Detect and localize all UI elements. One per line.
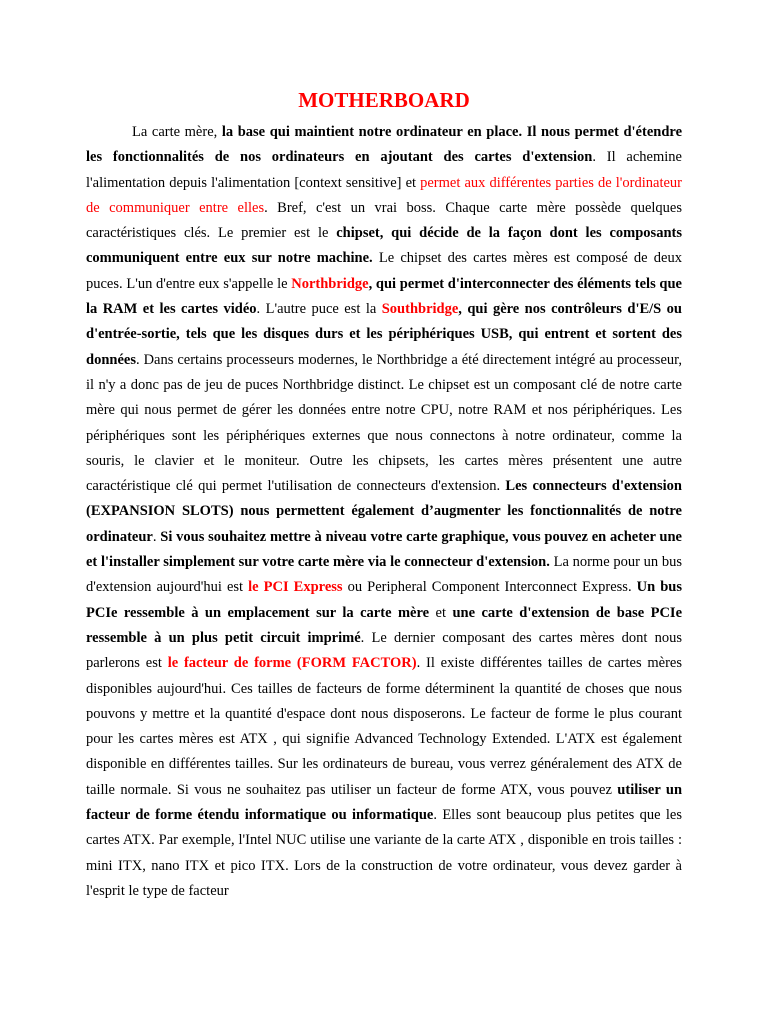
text-run: . Il achemine l'alimentation depuis l'alimentation [context sensitive] et <box>86 149 682 191</box>
text-run: , qui permet d'interconnecter des éléments tels que la RAM et les cartes vidéo <box>86 275 682 318</box>
text-run: . Elles sont beaucoup plus petites que les cartes ATX. Par exemple, l'Intel NUC utilise une variante de la carte ATX , disponible en trois tailles : mini ITX, nano ITX et pico ITX. Lors de la construction de votre ordinateur, vous devez garder à l'esprit le type de facteur <box>86 807 682 899</box>
text-run: la base qui maintient notre ordinateur en place. Il nous permet d'étendre les fonctionnalités de nos ordinateurs en ajoutant des cartes d'extension <box>86 124 682 166</box>
text-run: . L'autre puce est la <box>256 301 382 318</box>
text-run: Un bus PCIe ressemble à un emplacement sur la carte mère <box>86 579 682 621</box>
text-run: Northbridge <box>291 275 369 292</box>
text-run: La norme pour un bus d'extension aujourd'hui est <box>86 554 683 596</box>
text-run: , qui gère nos contrôleurs d'E/S ou d'entrée-sortie, tels que les disques durs et les périphériques USB, qui entrent et sortent des données <box>86 301 682 368</box>
text-run: Si vous souhaitez mettre à niveau votre carte graphique, vous pouvez en acheter une et l'installer simplement sur votre carte mère via le connecteur d'extension. <box>86 528 682 571</box>
text-run: . Le dernier composant des cartes mères dont nous parlerons est <box>86 629 682 672</box>
text-run: le facteur de forme (FORM FACTOR) <box>167 655 417 672</box>
text-run: utiliser un facteur de forme étendu informatique ou informatique <box>86 781 683 824</box>
text-run: le PCI Express <box>248 579 343 596</box>
text-run: permet aux différentes parties de l'ordinateur de communiquer entre elles <box>86 174 682 216</box>
body-paragraph <box>86 120 682 904</box>
text-run: Le chipset des cartes mères est composé de deux puces. L'un d'entre eux s'appelle le <box>86 250 682 292</box>
text-run: une carte d'extension de base PCIe ressemble à un plus petit circuit imprimé <box>86 604 683 646</box>
text-run: . Dans certains processeurs modernes, le Northbridge a été directement intégré au processeur, il n'y a donc pas de jeu de puces Northbridge distinct. Le chipset est un composant clé de notre carte mère qui nous permet de gérer les données entre notre CPU, notre RAM et nos périphériques. Les périphériques sont les périphériques externes que nous connectons à notre ordinateur, comme la souris, le clavier et le moniteur. Outre les chipsets, les cartes mères présentent une autre caractéristique clé qui permet l'utilisation de connecteurs d'extension. <box>86 351 682 495</box>
text-run: . <box>152 528 161 545</box>
text-run: Southbridge <box>381 301 459 318</box>
text-run: La carte mère, <box>132 124 222 140</box>
text-run: chipset, qui décide de la façon dont les composants communiquent entre eux sur notre machine. <box>86 225 682 267</box>
text-run: . Bref, c'est un vrai boss. Chaque carte mère possède quelques caractéristiques clés. Le premier est le <box>86 199 682 242</box>
text-run: Les connecteurs d'extension (EXPANSION SLOTS) nous permettent également d’augmenter les fonctionnalités de notre ordinateur <box>86 478 682 545</box>
text-run: ou Peripheral Component Interconnect Express. <box>342 579 637 596</box>
text-run: . Il existe différentes tailles de cartes mères disponibles aujourd'hui. Ces tailles de facteurs de forme déterminent la quantité de choses que nous pouvons y mettre et la quantité d'espace dont nous disposerons. Le facteur de forme le plus courant pour les cartes mères est ATX , qui signifie Advanced Technology Extended. L'ATX est également disponible en différentes tailles. Sur les ordinateurs de bureau, vous verrez généralement des ATX de taille normale. Si vous ne souhaitez pas utiliser un facteur de forme ATX, vous pouvez <box>86 655 683 798</box>
page-title: MOTHERBOARD <box>298 88 470 112</box>
text-run: et <box>429 604 453 621</box>
